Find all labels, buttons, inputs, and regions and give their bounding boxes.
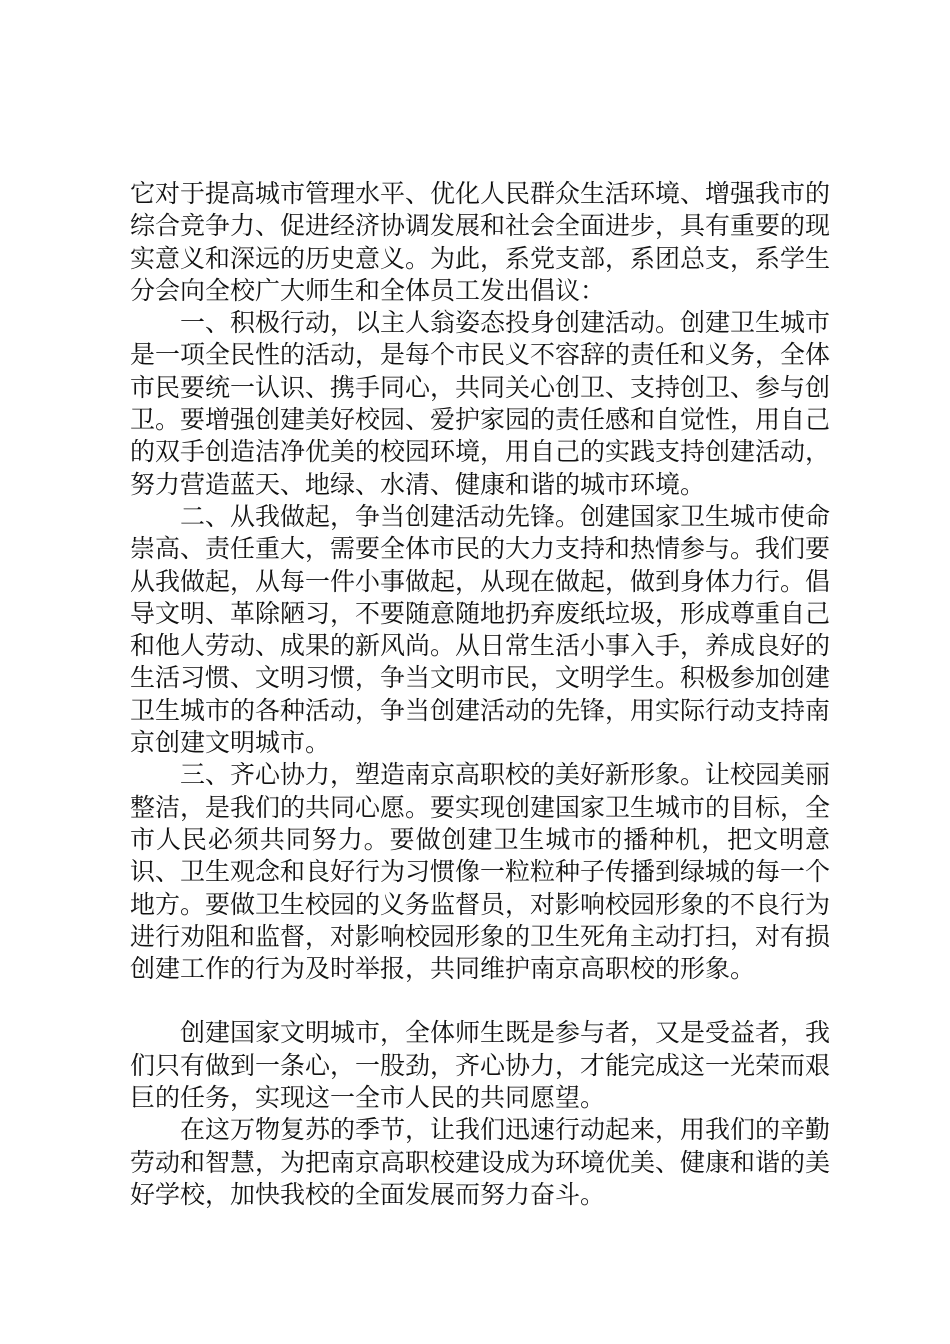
paragraph-point-two: 二、从我做起，争当创建活动先锋。创建国家卫生城市使命崇高、责任重大，需要全体市民的大力支持和热情参与。我们要从我做起，从每一件小事做起，从现在做起，做到身体力行。倡导文明、革除陋习，不要随意随地扔弃废纸垃圾，形成尊重自己和他人劳动、成果的新风尚。从日常生活小事入手，养成良好的生活习惯、文明习惯，争当文明市民，文明学生。积极参加创建卫生城市的各种活动，争当创建活动的先锋，用实际行动支持南京创建文明城市。	[130, 501, 831, 758]
paragraph-conclusion: 创建国家文明城市，全体师生既是参与者，又是受益者，我们只有做到一条心，一股劲，齐心协力，才能完成这一光荣而艰巨的任务，实现这一全市人民的共同愿望。	[130, 1018, 831, 1113]
paragraph-closing: 在这万物复苏的季节，让我们迅速行动起来，用我们的辛勤劳动和智慧，为把南京高职校建设成为环境优美、健康和谐的美好学校，加快我校的全面发展而努力奋斗。	[130, 1115, 831, 1209]
document-body	[130, 178, 830, 1211]
paragraph-intro: 它对于提高城市管理水平、优化人民群众生活环境、增强我市的综合竞争力、促进经济协调发展和社会全面进步，具有重要的现实意义和深远的历史意义。为此，系党支部，系团总支，系学生分会向全校广大师生和全体员工发出倡议：	[130, 179, 831, 305]
paragraph-point-one: 一、积极行动，以主人翁姿态投身创建活动。创建卫生城市是一项全民性的活动，是每个市民义不容辞的责任和义务，全体市民要统一认识、携手同心，共同关心创卫、支持创卫、参与创卫。要增强创建美好校园、爱护家园的责任感和自觉性，用自己的双手创造洁净优美的校园环境，用自己的实践支持创建活动，努力营造蓝天、地绿、水清、健康和谐的城市环境。	[130, 308, 831, 499]
paragraph-point-three: 三、齐心协力，塑造南京高职校的美好新形象。让校园美丽整洁，是我们的共同心愿。要实现创建国家卫生城市的目标，全市人民必须共同努力。要做创建卫生城市的播种机，把文明意识、卫生观念和良好行为习惯像一粒粒种子传播到绿城的每一个地方。要做卫生校园的义务监督员，对影响校园形象的不良行为进行劝阻和监督，对影响校园形象的卫生死角主动打扫，对有损创建工作的行为及时举报，共同维护南京高职校的形象。	[130, 760, 831, 984]
